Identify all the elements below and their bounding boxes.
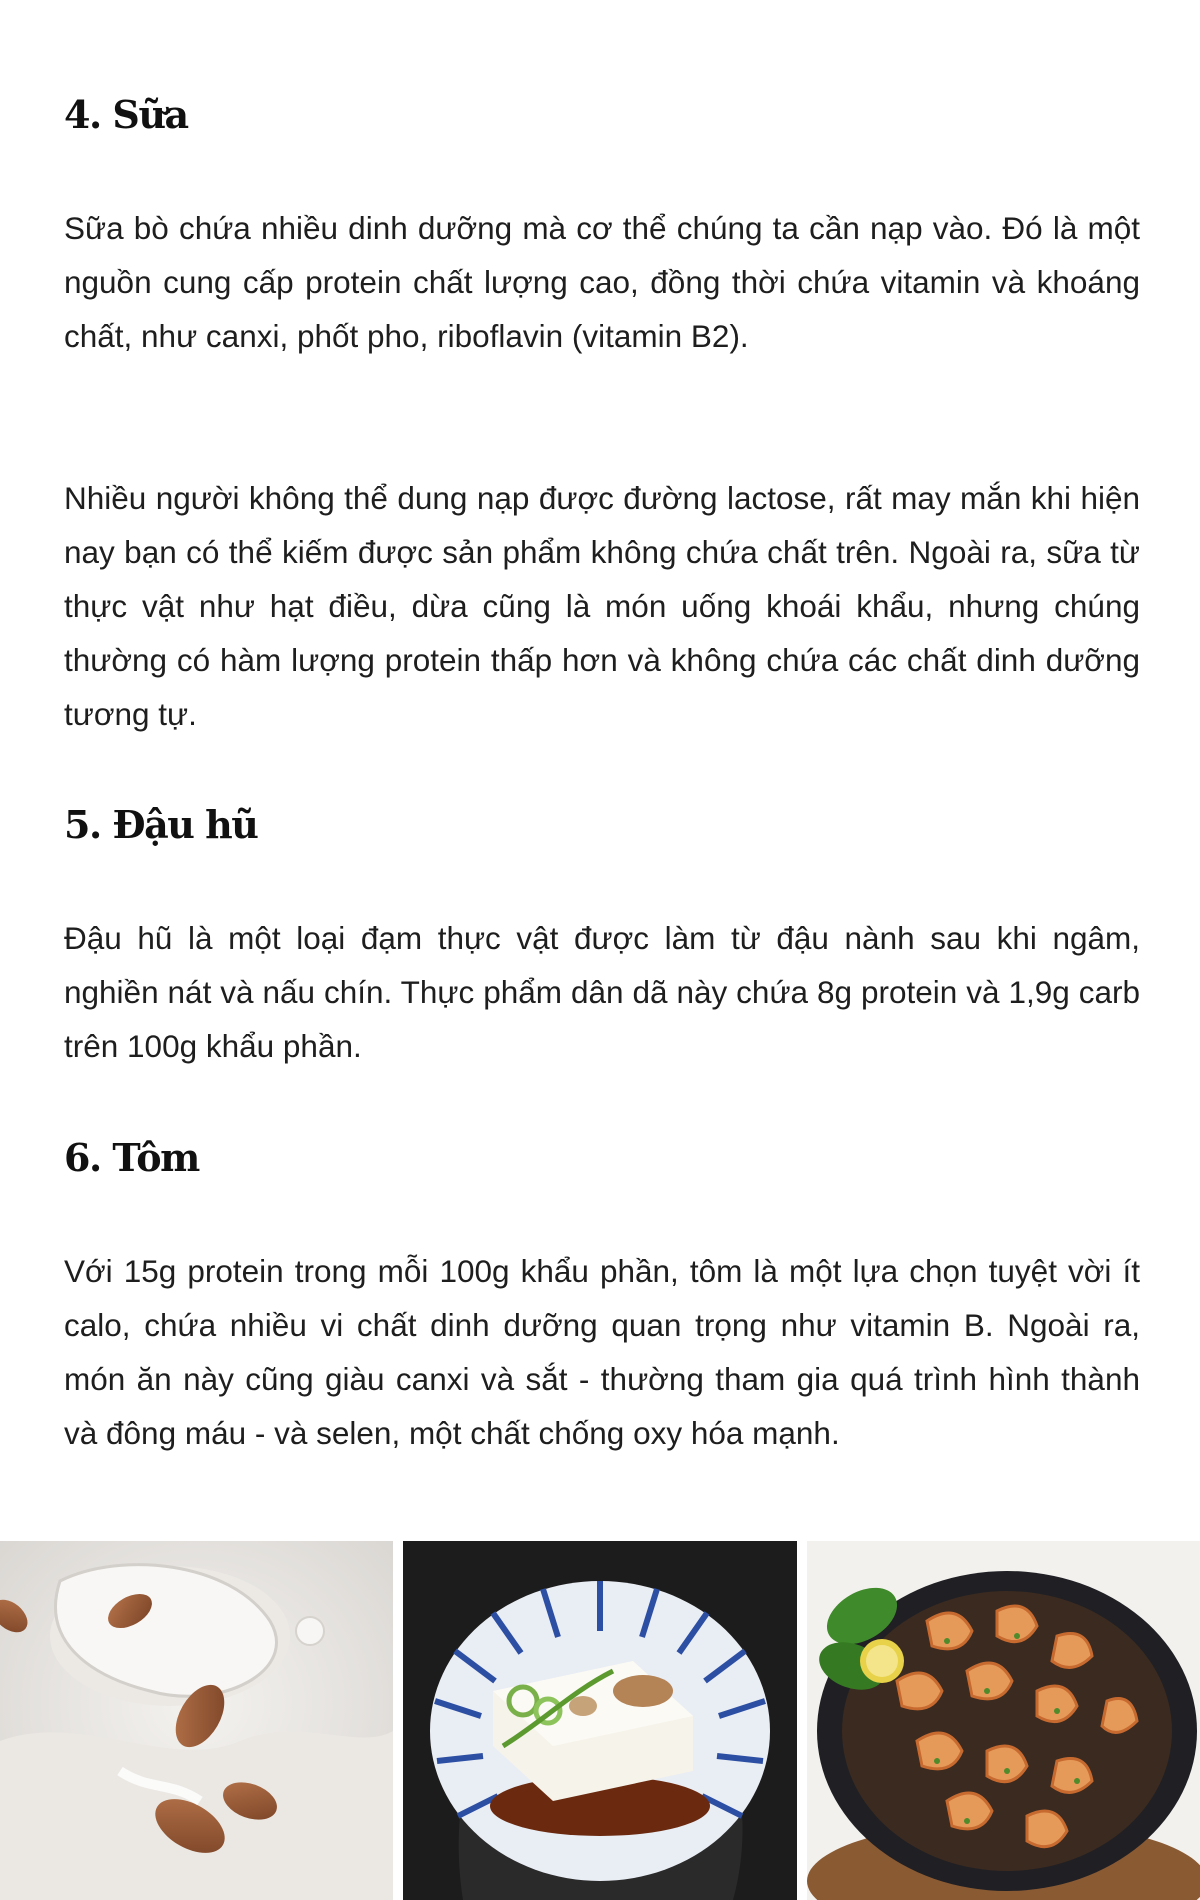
milk-paragraph-2: Nhiều người không thể dung nạp được đường lactose, rất may mắn khi hiện nay bạn có thể kiếm được sản phẩm không chứa chất trên. Ngoài ra, sữa từ thực vật như hạt điều, dừa cũng là món uống khoái khẩu, nhưng chúng thường có hàm lượng protein thấp hơn và không chứa các chất dinh dưỡng tương tự. bbox=[64, 480, 1140, 732]
shrimp-pan-photo bbox=[807, 1541, 1200, 1900]
tofu-bowl-photo bbox=[403, 1541, 797, 1900]
milk-almonds-photo bbox=[0, 1541, 393, 1900]
section-heading-milk: 4. Sữa bbox=[64, 92, 188, 137]
photo-strip bbox=[0, 1541, 1200, 1900]
milk-paragraph-1: Sữa bò chứa nhiều dinh dưỡng mà cơ thể chúng ta cần nạp vào. Đó là một nguồn cung cấp protein chất lượng cao, đồng thời chứa vitamin và khoáng chất, như canxi, phốt pho, riboflavin (vitamin B2). bbox=[64, 210, 1140, 354]
section-heading-shrimp: 6. Tôm bbox=[64, 1135, 199, 1180]
shrimp-paragraph: Với 15g protein trong mỗi 100g khẩu phần, tôm là một lựa chọn tuyệt vời ít calo, chứa nhiều vi chất dinh dưỡng quan trọng như vitamin B. Ngoài ra, món ăn này cũng giàu canxi và sắt - thường tham gia quá trình hình thành và đông máu - và selen, một chất chống oxy hóa mạnh. bbox=[64, 1253, 1140, 1451]
section-heading-tofu: 5. Đậu hũ bbox=[64, 802, 258, 847]
tofu-paragraph: Đậu hũ là một loại đạm thực vật được làm từ đậu nành sau khi ngâm, nghiền nát và nấu chín. Thực phẩm dân dã này chứa 8g protein và 1,9g carb trên 100g khẩu phần. bbox=[64, 920, 1140, 1064]
